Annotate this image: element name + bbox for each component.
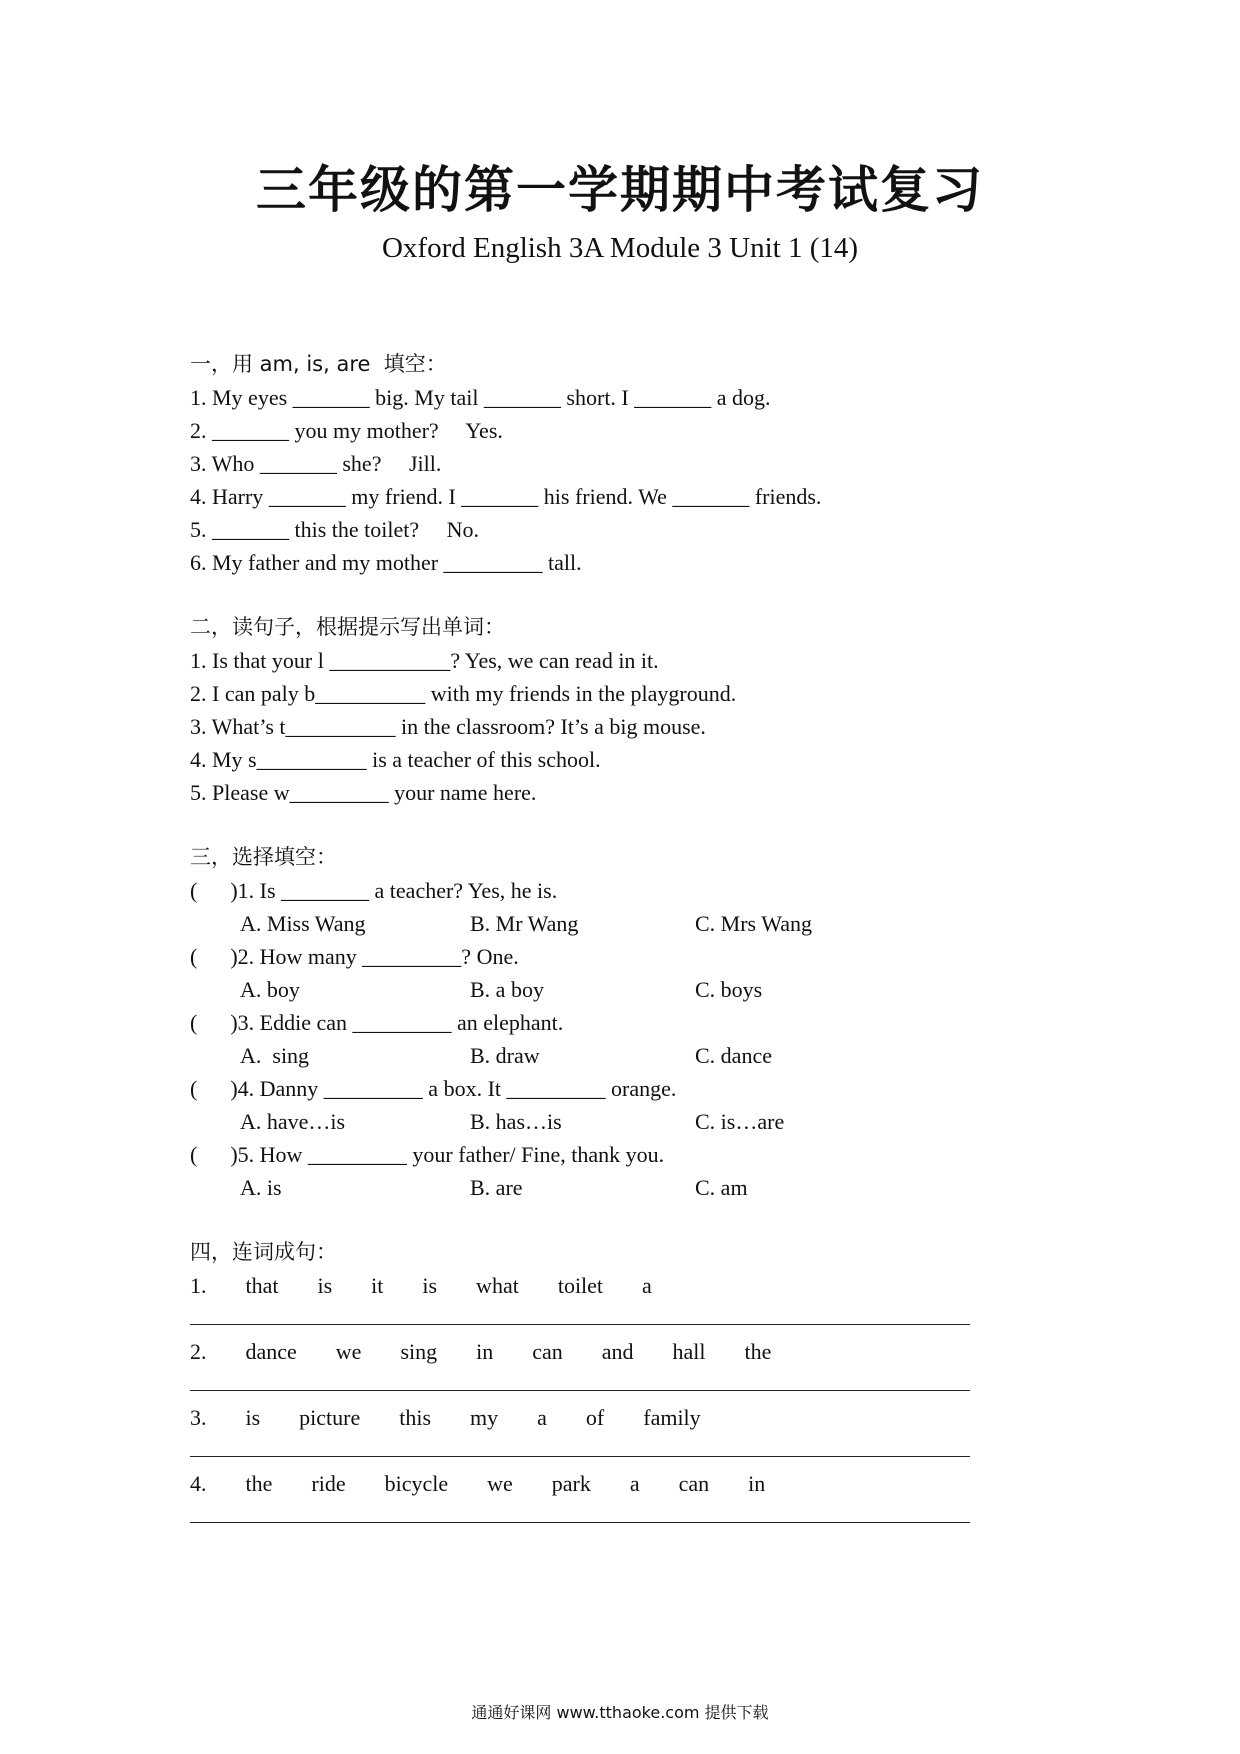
choice-options bbox=[190, 1105, 1050, 1138]
section-heading: 四，连词成句： bbox=[190, 1240, 337, 1264]
question-line: 5. Please w_________ your name here. bbox=[190, 780, 537, 805]
section-3 bbox=[190, 841, 1050, 1204]
choice-options bbox=[190, 1171, 1050, 1204]
worksheet-content bbox=[190, 348, 1050, 1533]
section-heading: 二，读句子，根据提示写出单词： bbox=[190, 615, 505, 639]
page-footer: 通通好课网 www.tthaoke.com 提供下载 bbox=[471, 1703, 769, 1722]
option-c: C. Mrs Wang bbox=[695, 911, 812, 936]
question-line: 5. _______ this the toilet? No. bbox=[190, 517, 480, 542]
word-list: 3. is picture this my a of family bbox=[190, 1405, 701, 1430]
option-a: A. Miss Wang bbox=[240, 911, 366, 936]
question-line: 1. Is that your l ___________? Yes, we can read in it. bbox=[190, 648, 659, 673]
page-title: 三年级的第一学期期中考试复习 bbox=[256, 161, 984, 219]
answer-line[interactable] bbox=[190, 1500, 1050, 1533]
question-line: 6. My father and my mother _________ tall. bbox=[190, 550, 582, 575]
question-line: 2. _______ you my mother? Yes. bbox=[190, 418, 503, 443]
choice-options bbox=[190, 1039, 1050, 1072]
option-b: B. are bbox=[470, 1175, 523, 1200]
option-b: B. draw bbox=[470, 1043, 540, 1068]
word-list: 1. that is it is what toilet a bbox=[190, 1273, 652, 1298]
section-heading: 一，用 am, is, are 填空： bbox=[190, 352, 447, 376]
option-b: B. a boy bbox=[470, 977, 544, 1002]
question-line: 4. My s__________ is a teacher of this school. bbox=[190, 747, 601, 772]
question-line: 4. Harry _______ my friend. I _______ his friend. We _______ friends. bbox=[190, 484, 822, 509]
answer-line[interactable] bbox=[190, 1368, 1050, 1401]
choice-question-stem: ( )5. How _________ your father/ Fine, thank you. bbox=[190, 1142, 665, 1167]
answer-line[interactable] bbox=[190, 1434, 1050, 1467]
page-subtitle: Oxford English 3A Module 3 Unit 1 (14) bbox=[381, 232, 859, 264]
question-line: 3. What’s t__________ in the classroom? It’s a big mouse. bbox=[190, 714, 706, 739]
option-c: C. am bbox=[695, 1175, 748, 1200]
choice-question-stem: ( )4. Danny _________ a box. It _________ orange. bbox=[190, 1076, 677, 1101]
option-b: B. Mr Wang bbox=[470, 911, 579, 936]
choice-question-stem: ( )1. Is ________ a teacher? Yes, he is. bbox=[190, 878, 558, 903]
section-2 bbox=[190, 611, 1050, 809]
section-4 bbox=[190, 1236, 1050, 1533]
question-line: 1. My eyes _______ big. My tail _______ short. I _______ a dog. bbox=[190, 385, 771, 410]
question-line: 2. I can paly b__________ with my friends in the playground. bbox=[190, 681, 737, 706]
option-c: C. dance bbox=[695, 1043, 772, 1068]
word-list: 2. dance we sing in can and hall the bbox=[190, 1339, 772, 1364]
option-a: A. is bbox=[240, 1175, 282, 1200]
option-c: C. boys bbox=[695, 977, 763, 1002]
word-list: 4. the ride bicycle we park a can in bbox=[190, 1471, 766, 1496]
option-a: A. boy bbox=[240, 977, 300, 1002]
option-c: C. is…are bbox=[695, 1109, 785, 1134]
question-line: 3. Who _______ she? Jill. bbox=[190, 451, 442, 476]
choice-options bbox=[190, 907, 1050, 940]
section-1 bbox=[190, 348, 1050, 579]
option-a: A. sing bbox=[240, 1043, 310, 1068]
choice-question-stem: ( )2. How many _________? One. bbox=[190, 944, 519, 969]
choice-options bbox=[190, 973, 1050, 1006]
option-a: A. have…is bbox=[240, 1109, 346, 1134]
answer-line[interactable] bbox=[190, 1302, 1050, 1335]
choice-question-stem: ( )3. Eddie can _________ an elephant. bbox=[190, 1010, 564, 1035]
section-heading: 三，选择填空： bbox=[190, 845, 337, 869]
option-b: B. has…is bbox=[470, 1109, 562, 1134]
